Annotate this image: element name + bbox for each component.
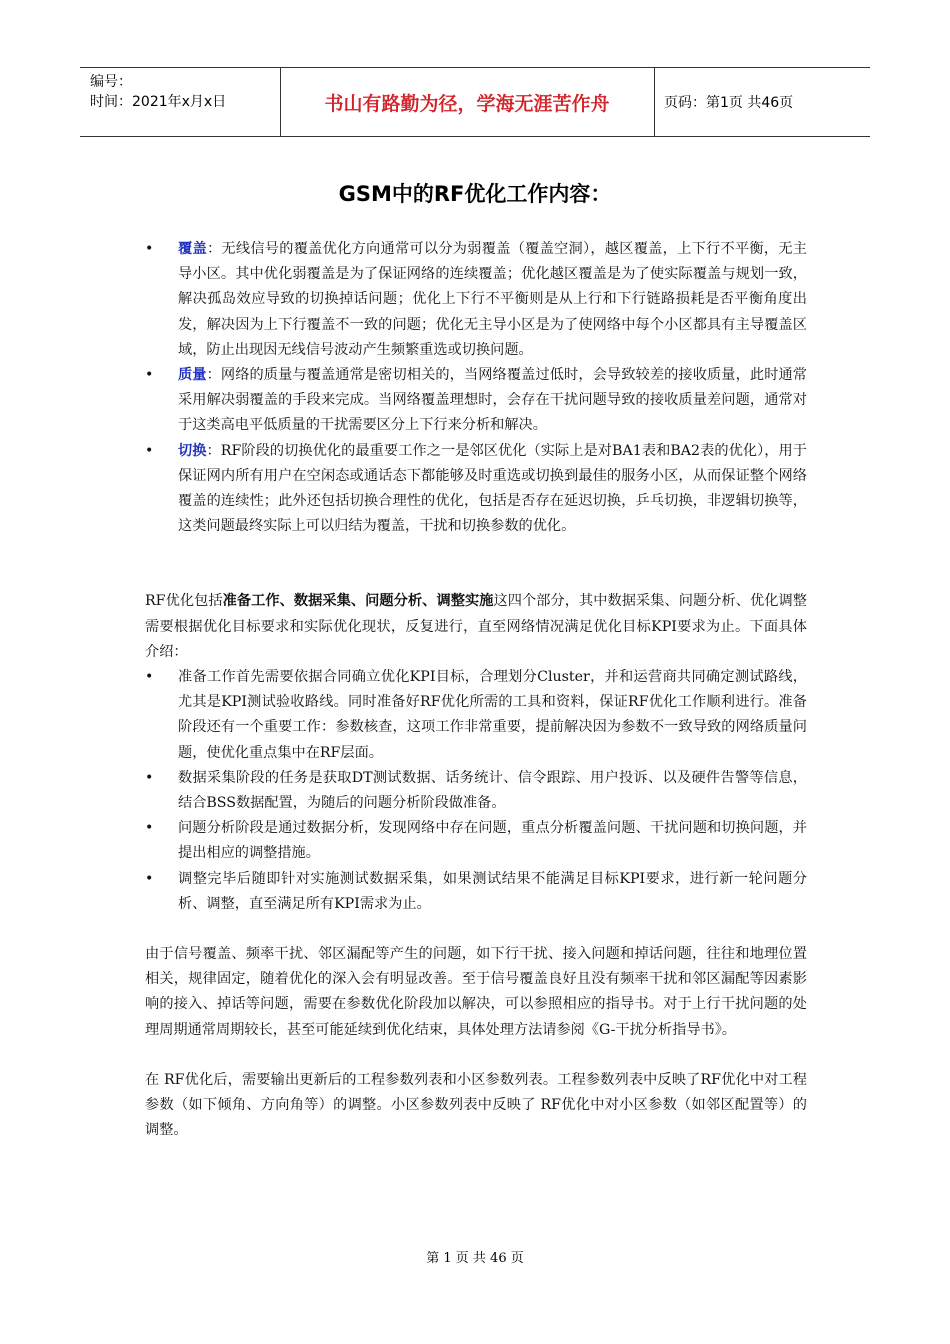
document-number-label: 编号：: [90, 74, 132, 90]
document-time-label: 时间：2021年x月x日: [90, 94, 227, 110]
paragraph-issues: 由于信号覆盖、频率干扰、邻区漏配等产生的问题，如下行干扰、接入问题和掉话问题，往往和地理位置相关，规律固定，随着优化的深入会有明显改善。至于信号覆盖良好且没有频率干扰和邻区漏配等因素影响的接入、掉话等问题，需要在参数优化阶段加以解决，可以参照相应的指导书。对于上行干扰问题的处理周期通常周期较长，甚至可能延续到优化结束，具体处理方法请参阅《G-干扰分析指导书》。: [145, 946, 807, 1038]
bullet-problem-analysis: • 问题分析阶段是通过数据分析，发现网络中存在问题，重点分析覆盖问题、干扰问题和切换问题，并提出相应的调整措施。: [145, 816, 807, 866]
intro-paragraph: [145, 589, 807, 665]
header-motto: 书山有路勤为径，学海无涯苦作舟: [324, 92, 610, 115]
spacer: [145, 917, 807, 942]
intro-suffix: 这四个部分，其中数据采集、问题分析、优化调整需要根据优化目标要求和实际优化现状，反复进行，直至网络情况满足优化目标KPI要求为止。下面具体介绍：: [145, 593, 807, 660]
header-meta: [90, 72, 226, 112]
spacer: [145, 539, 807, 589]
keyword-handover: 切换: [178, 442, 207, 459]
bullet-quality: [145, 363, 807, 439]
intro-bold: 准备工作、数据采集、问题分析、调整实施: [222, 593, 494, 610]
bullet-data-collection: • 数据采集阶段的任务是获取DT测试数据、话务统计、信令跟踪、用户投诉、以及硬件告警等信息，结合BSS数据配置，为随后的问题分析阶段做准备。: [145, 766, 807, 816]
intro-prefix: RF优化包括: [145, 593, 223, 610]
document-body: [145, 237, 807, 1144]
spacer: [145, 1043, 807, 1068]
page-footer: 第 1 页 共 46 页: [426, 1251, 524, 1266]
bullet-adjustment: • 调整完毕后随即针对实施测试数据采集，如果测试结果不能满足目标KPI要求，进行新一轮问题分析、调整，直至满足所有KPI需求为止。: [145, 867, 807, 917]
paragraph-output: 在 RF优化后，需要输出更新后的工程参数列表和小区参数列表。工程参数列表中反映了RF优化中对工程参数（如下倾角、方向角等）的调整。小区参数列表中反映了 RF优化中对小区参数（如邻区配置等）的调整。: [145, 1071, 807, 1139]
bullet-coverage: [145, 237, 807, 363]
bullet-text: ：RF阶段的切换优化的最重要工作之一是邻区优化（实际上是对BA1表和BA2表的优化），用于保证网内所有用户在空闲态或通话态下都能够及时重选或切换到最佳的服务小区，从而保证整个网络覆盖的连续性；此外还包括切换合理性的优化，包括是否存在延迟切换，乒乓切换，非逻辑切换等，这类问题最终实际上可以归结为覆盖，干扰和切换参数的优化。: [178, 442, 807, 535]
header-page-info: 页码：第1页 共46页: [664, 95, 794, 111]
bullet-text: ：网络的质量与覆盖通常是密切相关的，当网络覆盖过低时，会导致较差的接收质量，此时通常采用解决弱覆盖的手段来完成。当网络覆盖理想时，会存在干扰问题导致的接收质量差问题，通常对于这类高电平低质量的干扰需要区分上下行来分析和解决。: [178, 367, 807, 434]
bullet-text: ：无线信号的覆盖优化方向通常可以分为弱覆盖（覆盖空洞），越区覆盖，上下行不平衡，无主导小区。其中优化弱覆盖是为了保证网络的连续覆盖；优化越区覆盖是为了使实际覆盖与规划一致，解决孤岛效应导致的切换掉话问题；优化上下行不平衡则是从上行和下行链路损耗是否平衡角度出发，解决因为上下行覆盖不一致的问题；优化无主导小区是为了使网络中每个小区都具有主导覆盖区域，防止出现因无线信号波动产生频繁重选或切换问题。: [178, 241, 807, 358]
header-divider-right: [654, 68, 655, 136]
bullet-preparation: • 准备工作首先需要依据合同确立优化KPI目标，合理划分Cluster，并和运营商共同确定测试路线，尤其是KPI测试验收路线。同时准备好RF优化所需的工具和资料，保证RF优化工作顺利进行。准备阶段还有一个重要工作：参数核查，这项工作非常重要，提前解决因为参数不一致导致的网络质量问题，使优化重点集中在RF层面。: [145, 665, 807, 766]
bullet-handover: [145, 439, 807, 540]
keyword-quality: 质量: [178, 367, 207, 384]
page-header: [80, 67, 870, 137]
page-title: GSM中的RF优化工作内容：: [338, 182, 612, 206]
keyword-coverage: 覆盖: [178, 241, 207, 257]
